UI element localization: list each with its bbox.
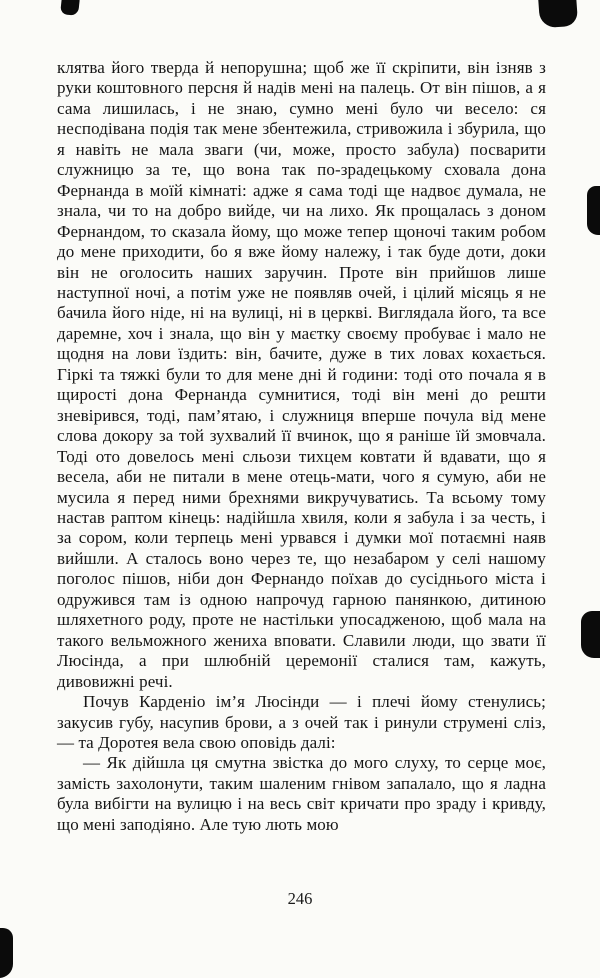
scan-artifact-bottom-left: [0, 928, 13, 978]
scan-artifact-right-upper: [587, 186, 600, 235]
page-text-block: [57, 58, 546, 835]
scan-artifact-right-middle: [581, 611, 600, 658]
body-paragraph: Почув Карденіо ім’я Люсінди — і плечі йому стенулись; закусив губу, насупив брови, а з очей так і ринули струмені сліз, — та Доротея вела свою оповідь далі:: [57, 692, 546, 752]
page-number: 246: [287, 889, 313, 908]
body-paragraph: клятва його тверда й непорушна; щоб же її скріпити, він ізняв з руки коштовного персня й надів мені на палець. От він пішов, а я сама лишилась, і не знаю, сумно мені було чи весело: ся несподівана подія так мене збентежила, стривожила і збурила, що я навіть не мала зваги (чи, може, просто забула) посварити служницю за те, що вона так по-зрадецькому сховала дона Фернанда в моїй кімнаті: адже я сама тоді ще надвоє думала, не знала, чи то на добро вийде, чи на лихо. Як прощалась з доном Фернандом, то сказала йому, що може тепер щоночі таким робом до мене приходити, бо я вже йому належу, і так буде доти, доки він не оголосить наших заручин. Проте він прийшов лише наступної ночі, а потім уже не появляв очей, і цілий місяць я не бачила його ніде, ні на вулиці, ні в церкві. Виглядала його, та все даремне, хоч і знала, що він у маєтку своєму пробуває і мало не щодня на лови їздить: він, бачите, дуже в тих ловах кохається. Гіркі та тяжкі були то для мене дні й години: тоді ото почала я в щирості дона Фернанда сумнитися, тоді він мені до решти зневірився, тоді, пам’ятаю, і служниця вперше почула від мене слова докору за той зухвалий її вчинок, що я раніше їй змовчала. Тоді ото довелось мені сльози тихцем ковтати й вдавати, що я весела, аби не питали в мене отець-мати, чого я сумую, аби не мусила я перед ними брехнями викручуватись. Та всьому тому настав раптом кінець: надійшла хвиля, коли я забула і за честь, і за сором, коли терпець мені урвався і думки мої потаємні наяв вийшли. А сталось воно через те, що незабаром у селі нашому поголос пішов, ніби дон Фернандо поїхав до сусіднього міста і одружився там із одною напрочуд гарною панянкою, дитиною шляхетного роду, проте не настільки упосадженою, щоб мала на такого вельможного жениха вповати. Славили люди, що звати її Люсінда, а при шлюбній церемонії сталися там, кажуть, дивовижні речі.: [57, 58, 546, 691]
body-paragraph: — Як дійшла ця смутна звістка до мого слуху, то серце моє, замість захолонути, таким шаленим гнівом запалало, що я ладна була вибігти на вулицю і на весь світ кричати про зраду і кривду, що мені заподіяно. Але тую лють мою: [57, 753, 546, 834]
scan-artifact-top-right: [538, 0, 578, 28]
scan-artifact-top-left: [60, 0, 80, 16]
